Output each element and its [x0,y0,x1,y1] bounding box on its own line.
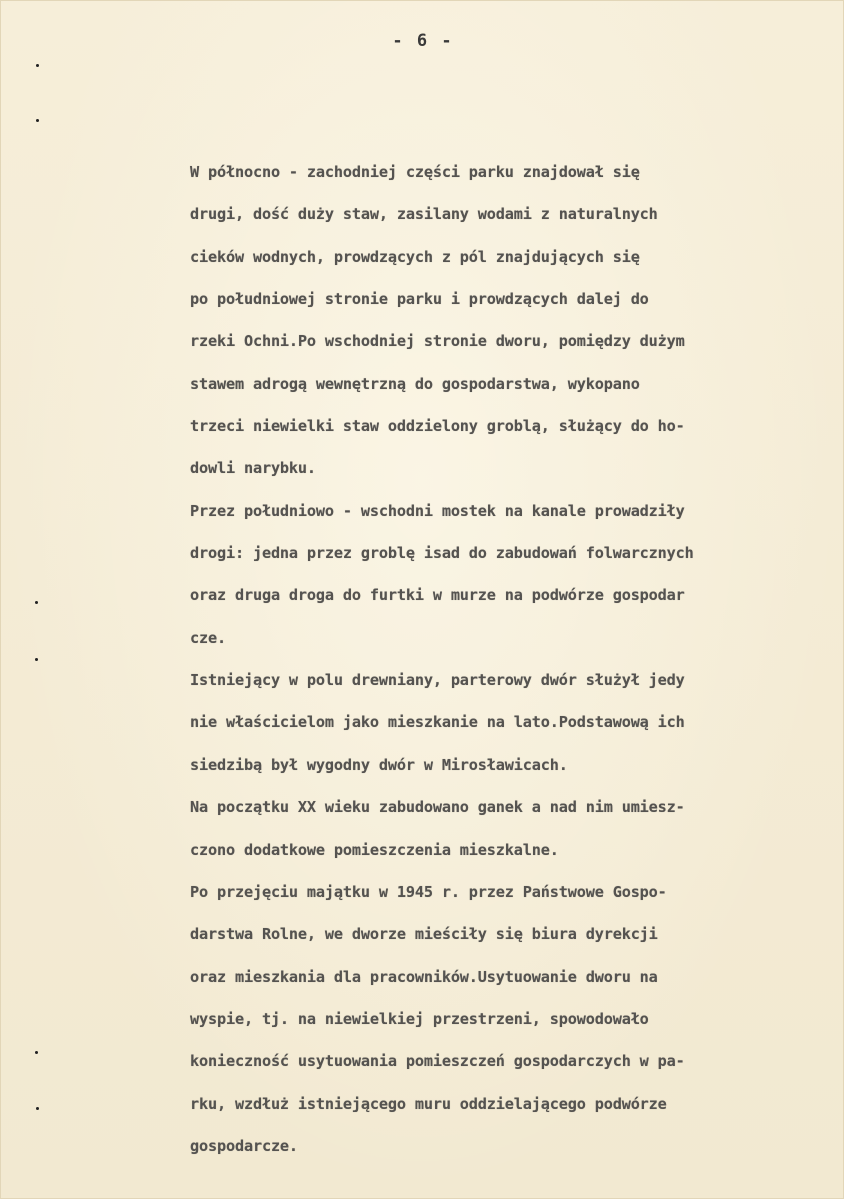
margin-mark [35,658,38,661]
text-line: W północno - zachodniej części parku znajdował się [190,163,640,181]
text-line: konieczność usytuowania pomieszczeń gospodarczych w pa- [190,1052,685,1071]
text-line: rzeki Ochni.Po wschodniej stronie dworu, pomiędzy dużym [190,332,685,351]
text-line: Na początku XX wieku zabudowano ganek a nad nim umiesz- [190,798,685,817]
text-line: oraz druga droga do furtki w murze na podwórze gospodar [190,586,685,605]
text-line: nie właścicielom jako mieszkanie na lato.Podstawową ich [190,713,685,732]
text-line: siedzibą był wygodny dwór w Mirosławicach. [190,755,568,774]
margin-mark [35,1051,38,1054]
text-line: Istniejący w polu drewniany, parterowy dwór służył jedy [190,671,685,690]
margin-mark [36,119,39,122]
text-line: czono dodatkowe pomieszczenia mieszkalne. [190,840,559,859]
text-line: darstwa Rolne, we dworze mieściły się biura dyrekcji [190,925,658,944]
text-line: Po przejęciu majątku w 1945 r. przez Państwowe Gospo- [190,882,667,901]
body-text [190,159,800,1175]
margin-mark [36,64,39,67]
text-line: cze. [190,628,226,647]
text-line: Przez południowo - wschodni mostek na kanale prowadziły [190,501,685,520]
text-line: stawem adrogą wewnętrzną do gospodarstwa, wykopano [190,374,640,393]
text-line: po południowej stronie parku i prowdzących dalej do [190,290,649,309]
text-line: drogi: jedna przez groblę isad do zabudowań folwarcznych [190,544,694,563]
text-line: drugi, dość duży staw, zasilany wodami z naturalnych [190,205,658,224]
text-line: wyspie, tj. na niewielkiej przestrzeni, spowodowało [190,1009,649,1028]
text-line: rku, wzdłuż istniejącego muru oddzielającego podwórze [190,1094,667,1113]
text-line: dowli narybku. [190,459,316,478]
page-number: - 6 - [392,31,454,51]
margin-mark [36,1107,39,1110]
text-line: gospodarcze. [190,1136,298,1155]
text-line: trzeci niewielki staw oddzielony groblą, służący do ho- [190,417,685,436]
text-line: cieków wodnych, prowdzących z pól znajdujących się [190,247,640,266]
text-line: oraz mieszkania dla pracowników.Usytuowanie dworu na [190,967,658,986]
margin-mark [35,601,38,604]
